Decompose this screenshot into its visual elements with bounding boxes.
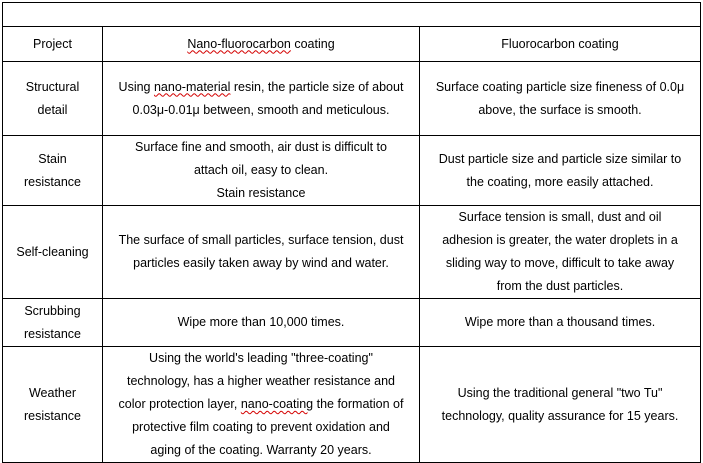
- label-cell: [3, 347, 103, 463]
- text-line: Wipe more than 10,000 times.: [177, 315, 345, 329]
- text-segment: Using: [118, 79, 154, 94]
- text-segment: the formation of: [313, 397, 404, 411]
- fluoro-cell: [420, 299, 701, 347]
- header-nano-prefix: Nano-fluorocarbon: [187, 36, 291, 51]
- label-line: Weather: [28, 385, 76, 400]
- text-line: 0.03μ-0.01μ between, smooth and meticulous.: [132, 102, 390, 117]
- label-line: resistance: [24, 326, 81, 341]
- text-line: [107, 76, 415, 99]
- text-line: sliding way to move, difficult to take away: [445, 256, 675, 270]
- header-fluorocarbon: [420, 27, 701, 62]
- text-line: Surface fine and smooth, air dust is difficult to: [135, 140, 387, 154]
- table-row-weather-resistance: [3, 347, 701, 463]
- comparison-table: [2, 2, 701, 463]
- text-line: Surface tension is small, dust and oil: [458, 210, 662, 224]
- text-line: Using the world's leading "three-coating": [149, 351, 373, 365]
- label-line: Structural: [25, 79, 80, 94]
- header-fluorocarbon-text: Fluorocarbon coating: [501, 36, 619, 51]
- text-line: the coating, more easily attached.: [466, 174, 654, 189]
- header-row: [3, 27, 701, 62]
- label-line: resistance: [24, 174, 81, 189]
- text-line: Dust particle size and particle size similar to: [438, 151, 682, 166]
- text-line: particles easily taken away by wind and water.: [133, 256, 389, 270]
- table-row-scrubbing-resistance: [3, 299, 701, 347]
- nano-cell: [103, 299, 420, 347]
- text-line: protective film coating to prevent oxidation and: [132, 420, 390, 434]
- nano-cell: [103, 206, 420, 299]
- label-cell: [3, 62, 103, 136]
- text-line: technology, has a higher weather resistance and: [127, 374, 395, 388]
- label-cell: [3, 136, 103, 206]
- label-cell: [3, 206, 103, 299]
- fluoro-cell: [420, 206, 701, 299]
- text-segment: resin, the particle size of about: [230, 79, 404, 94]
- nano-cell: [103, 62, 420, 136]
- blank-title-cell: [3, 3, 701, 27]
- text-line: aging of the coating. Warranty 20 years.: [150, 443, 372, 457]
- label-line: Scrubbing: [24, 303, 81, 318]
- header-nano-fluorocarbon: [103, 27, 420, 62]
- text-line: Wipe more than a thousand times.: [464, 315, 656, 329]
- label-line: detail: [37, 102, 68, 117]
- text-segment-misspelled: nano-material: [153, 79, 231, 94]
- header-project: [3, 27, 103, 62]
- header-project-text: Project: [33, 36, 72, 51]
- text-line: Surface coating particle size fineness of 0.0μ: [435, 79, 685, 94]
- text-line: Stain resistance: [216, 186, 306, 200]
- fluoro-cell: [420, 347, 701, 463]
- table-row-structural-detail: [3, 62, 701, 136]
- text-line: attach oil, easy to clean.: [193, 163, 329, 177]
- text-line: above, the surface is smooth.: [478, 102, 642, 117]
- nano-cell: [103, 136, 420, 206]
- label-cell: [3, 299, 103, 347]
- table-row-stain-resistance: [3, 136, 701, 206]
- label-line: Self-cleaning: [16, 244, 89, 259]
- fluoro-cell: [420, 136, 701, 206]
- text-line: The surface of small particles, surface tension, dust: [118, 233, 404, 247]
- text-line: adhesion is greater, the water droplets in a: [442, 233, 678, 247]
- blank-title-row: [3, 3, 701, 27]
- text-line: [107, 393, 415, 416]
- table-row-self-cleaning: [3, 206, 701, 299]
- text-segment-misspelled: nano-coating: [240, 397, 314, 411]
- text-line: Using the traditional general "two Tu": [457, 385, 663, 400]
- fluoro-cell: [420, 62, 701, 136]
- label-line: Stain: [38, 151, 67, 166]
- header-nano-suffix: coating: [290, 36, 335, 51]
- text-line: technology, quality assurance for 15 years.: [441, 408, 679, 423]
- label-line: resistance: [24, 408, 81, 423]
- text-segment: color protection layer,: [118, 397, 241, 411]
- nano-cell: [103, 347, 420, 463]
- text-line: from the dust particles.: [496, 279, 624, 293]
